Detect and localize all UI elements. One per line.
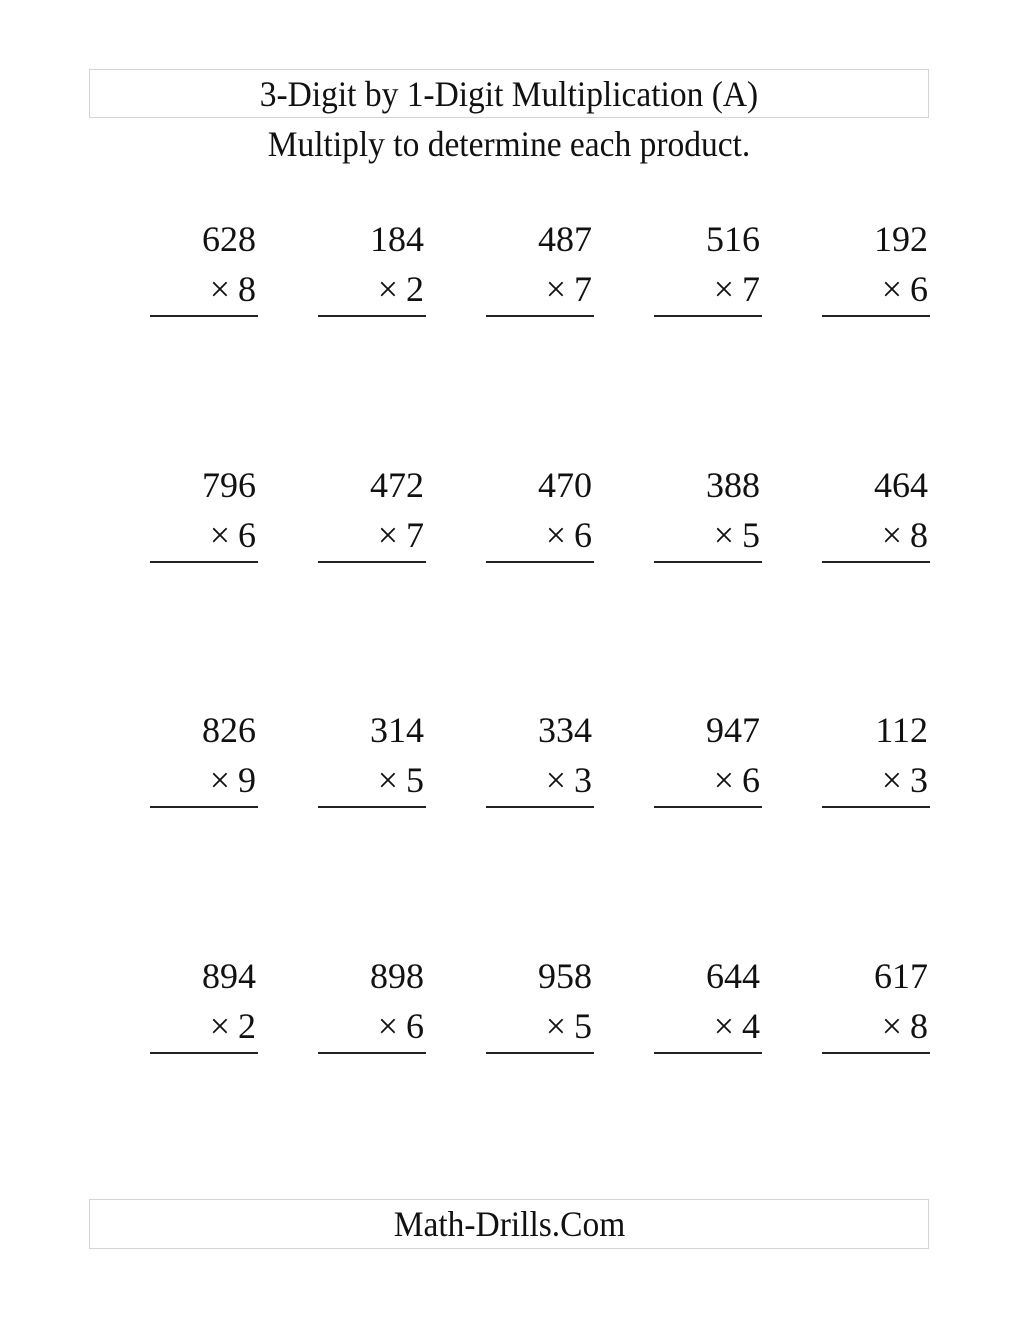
answer-line [150,315,258,317]
multiplier-line [210,269,256,309]
answer-line [150,806,258,808]
answer-line [486,1052,594,1054]
multiply-icon: × [545,760,566,800]
multiplicand: 947 [706,710,760,750]
multiplicand: 898 [370,956,424,996]
multiplicand: 894 [202,956,256,996]
multiplier-line [210,760,256,800]
multiply-icon: × [377,1006,398,1046]
title-box [89,69,929,118]
answer-line [318,806,426,808]
answer-line [150,561,258,563]
answer-line [654,1052,762,1054]
multiply-icon: × [713,515,734,555]
multiplier-line [210,515,256,555]
multiply-icon: × [545,269,566,309]
multiplier: 7 [574,269,592,309]
multiplier: 5 [742,515,760,555]
multiplier: 4 [742,1006,760,1046]
answer-line [822,806,930,808]
answer-line [822,1052,930,1054]
multiplier: 5 [574,1006,592,1046]
problem-11 [150,710,258,810]
multiplier: 6 [238,515,256,555]
answer-line [318,1052,426,1054]
answer-line [654,561,762,563]
answer-line [486,806,594,808]
problem-6 [150,465,258,565]
problem-18 [486,956,594,1056]
multiplier: 9 [238,760,256,800]
multiplicand: 958 [538,956,592,996]
problem-10 [822,465,930,565]
answer-line [318,561,426,563]
multiply-icon: × [209,515,230,555]
multiplicand: 826 [202,710,256,750]
multiplier: 3 [910,760,928,800]
multiplier-line [714,760,760,800]
multiplicand: 334 [538,710,592,750]
multiplier: 6 [742,760,760,800]
multiplicand: 617 [874,956,928,996]
multiply-icon: × [881,1006,902,1046]
worksheet-title: 3-Digit by 1-Digit Multiplication (A) [259,73,759,114]
multiplicand: 628 [202,219,256,259]
multiplicand: 464 [874,465,928,505]
multiplier-line [378,1006,424,1046]
multiplicand: 388 [706,465,760,505]
problem-5 [822,219,930,319]
multiplicand: 472 [370,465,424,505]
problem-14 [654,710,762,810]
multiplier-line [546,515,592,555]
multiplicand: 796 [202,465,256,505]
multiplier: 2 [238,1006,256,1046]
multiply-icon: × [713,760,734,800]
answer-line [822,561,930,563]
multiplier-line [882,1006,928,1046]
problem-19 [654,956,762,1056]
multiplier-line [546,760,592,800]
multiplicand: 314 [370,710,424,750]
multiplier: 7 [406,515,424,555]
multiply-icon: × [545,1006,566,1046]
problem-13 [486,710,594,810]
multiplier-line [378,760,424,800]
multiplicand: 516 [706,219,760,259]
problem-15 [822,710,930,810]
multiplier-line [546,1006,592,1046]
multiply-icon: × [881,269,902,309]
instructions: Multiply to determine each product. [267,124,751,164]
footer-text: Math-Drills.Com [393,1204,625,1244]
multiply-icon: × [377,515,398,555]
problem-2 [318,219,426,319]
multiply-icon: × [881,515,902,555]
multiplicand: 487 [538,219,592,259]
problem-3 [486,219,594,319]
multiplicand: 470 [538,465,592,505]
multiply-icon: × [377,760,398,800]
answer-line [486,315,594,317]
multiplier: 2 [406,269,424,309]
answer-line [654,315,762,317]
multiply-icon: × [209,1006,230,1046]
answer-line [150,1052,258,1054]
multiplicand: 112 [875,710,928,750]
problem-16 [150,956,258,1056]
multiply-icon: × [881,760,902,800]
multiplier-line [714,1006,760,1046]
multiplier: 8 [910,1006,928,1046]
multiplier-line [546,269,592,309]
multiplier-line [882,269,928,309]
answer-line [318,315,426,317]
multiplier-line [714,515,760,555]
problem-4 [654,219,762,319]
multiplier: 6 [910,269,928,309]
answer-line [654,806,762,808]
problem-9 [654,465,762,565]
multiply-icon: × [713,269,734,309]
problem-20 [822,956,930,1056]
multiplier: 8 [238,269,256,309]
multiply-icon: × [209,760,230,800]
multiplier-line [378,515,424,555]
multiplier-line [378,269,424,309]
multiplier-line [714,269,760,309]
answer-line [486,561,594,563]
multiplier: 7 [742,269,760,309]
multiplicand: 184 [370,219,424,259]
problem-7 [318,465,426,565]
multiply-icon: × [209,269,230,309]
problem-17 [318,956,426,1056]
problem-8 [486,465,594,565]
footer-box [89,1199,929,1249]
multiplier: 8 [910,515,928,555]
multiply-icon: × [377,269,398,309]
answer-line [822,315,930,317]
multiply-icon: × [713,1006,734,1046]
multiplicand: 644 [706,956,760,996]
problem-12 [318,710,426,810]
multiplier-line [210,1006,256,1046]
multiplier-line [882,760,928,800]
multiplier-line [882,515,928,555]
multiply-icon: × [545,515,566,555]
multiplier: 3 [574,760,592,800]
multiplier: 6 [406,1006,424,1046]
multiplicand: 192 [874,219,928,259]
problem-1 [150,219,258,319]
multiplier: 5 [406,760,424,800]
multiplier: 6 [574,515,592,555]
